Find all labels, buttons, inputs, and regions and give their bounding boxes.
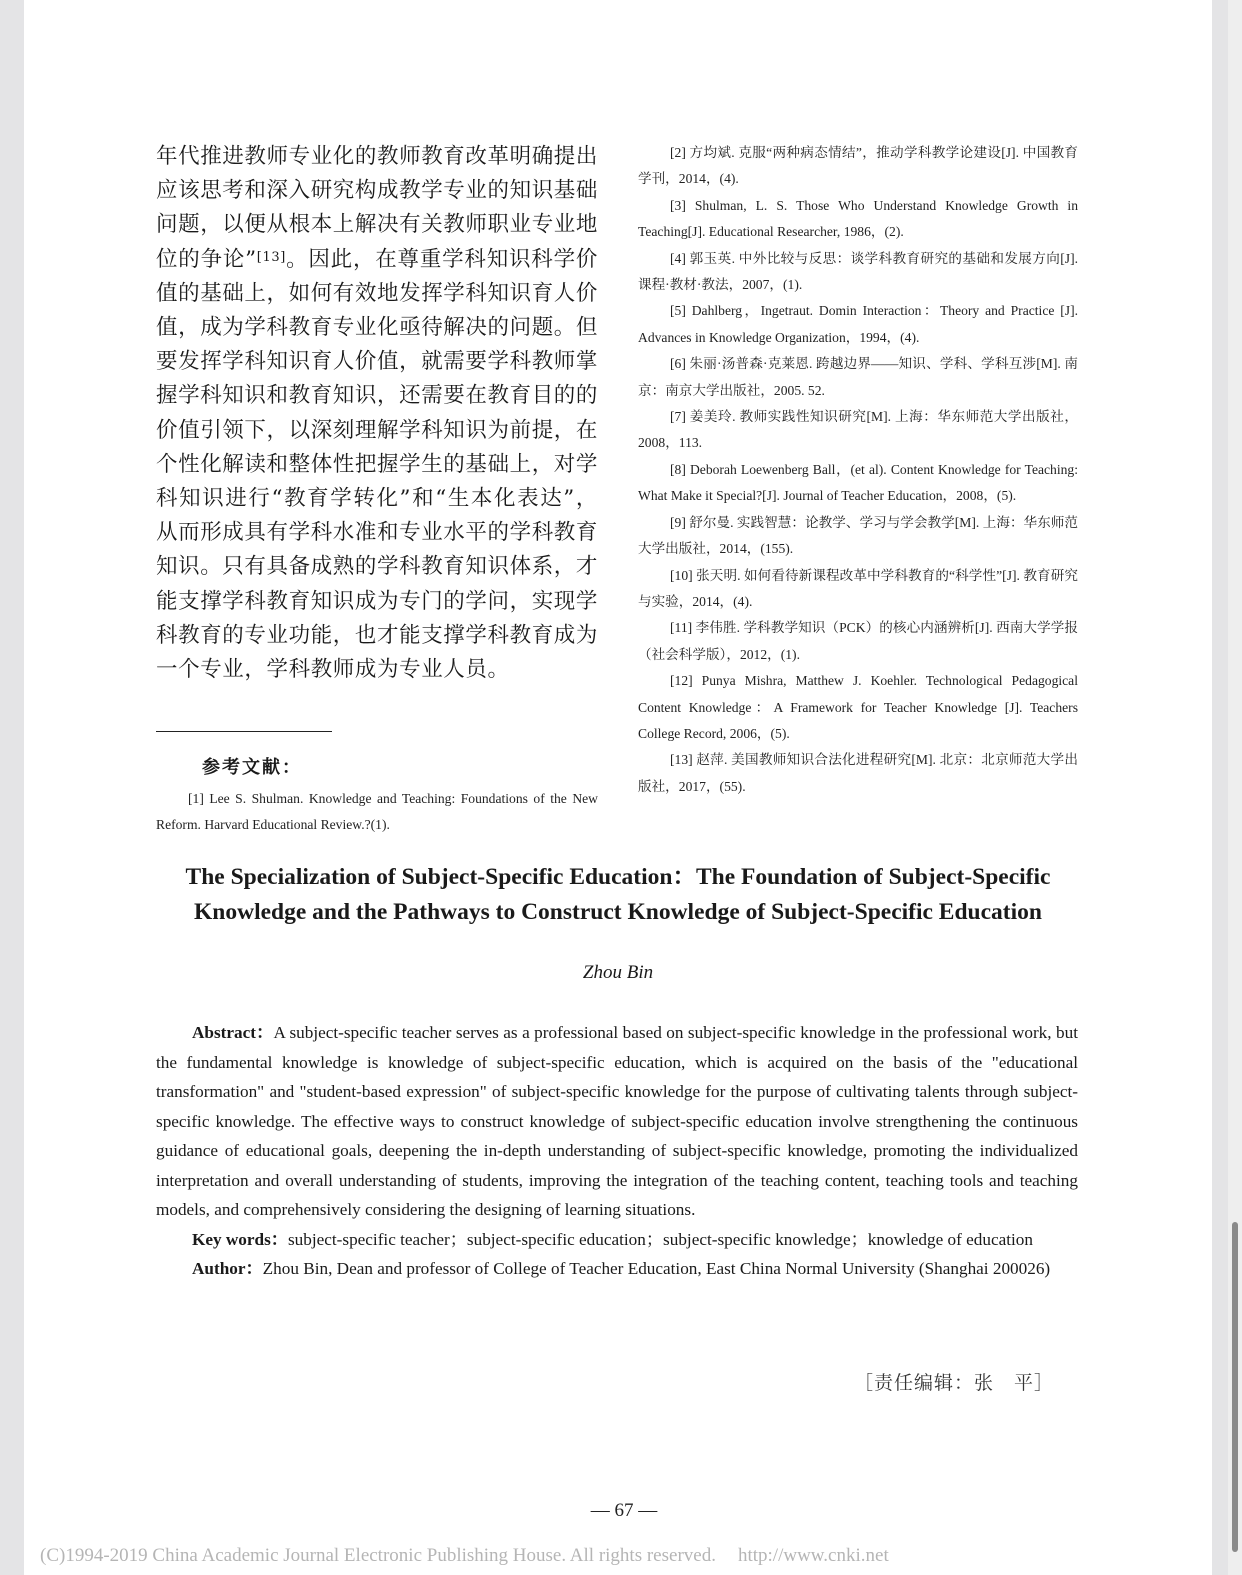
author-paragraph: [156, 1254, 1078, 1284]
keywords-paragraph: [156, 1225, 1078, 1255]
english-author: Zhou Bin: [582, 962, 654, 983]
reference-item: [10] 张天明. 如何看待新课程改革中学科教育的“科学性”[J]. 教育研究与实验，2014，(4).: [638, 567, 1078, 609]
vertical-scrollbar[interactable]: [1228, 0, 1242, 1575]
references-right-column: [638, 140, 1078, 800]
reference-item: [8] Deborah Loewenberg Ball，(et al). Content Knowledge for Teaching: What Make it Special?[J]. Journal of Teacher Education，2008，(5).: [638, 461, 1078, 504]
reference-item: [6] 朱丽·汤普森·克莱恩. 跨越边界——知识、学科、学科互涉[M]. 南京：南京大学出版社，2005. 52.: [638, 356, 1078, 398]
reference-item: [2] 方均斌. 克服“两种病态情结”，推动学科教学论建设[J]. 中国教育学刊，2014，(4).: [638, 145, 1078, 187]
reference-item: [13] 赵萍. 美国教师知识合法化进程研究[M]. 北京：北京师范大学出版社，2017，(55).: [638, 752, 1078, 794]
citation-marker[interactable]: [13]: [256, 249, 286, 265]
abstract-label: Abstract：: [192, 1023, 274, 1042]
reference-item: [1] Lee S. Shulman. Knowledge and Teaching: Foundations of the New Reform. Harvard Educational Review.?(1).: [156, 791, 598, 833]
document-page: [24, 0, 1212, 1575]
keywords-text: subject-specific teacher；subject-specific education；subject-specific knowledge；knowledge of education: [287, 1229, 1033, 1249]
references-heading: 参考文献：: [202, 757, 302, 778]
references-divider: [156, 731, 332, 732]
editor-note: ［责任编辑：张 平］: [853, 1372, 1054, 1394]
author-text: Zhou Bin, Dean and professor of College of Teacher Education, East China Normal University (Shanghai 200026): [262, 1259, 1051, 1278]
abstract-paragraph: [156, 1018, 1078, 1225]
keywords-label: Key words：: [192, 1229, 288, 1249]
copyright-footer: [40, 1545, 1190, 1567]
page-number: — 67 —: [590, 1500, 658, 1521]
abstract-text: A subject-specific teacher serves as a professional based on subject-specific knowledge in the professional work, but the fundamental knowledge is knowledge of subject-specific education, which is acquired on the basis of the "educational transformation" and "student-based expression" of subject-specific knowledge for the purpose of cultivating talents through subject-specific knowledge. The effective ways to construct knowledge of subject-specific education involve strengthening the continuous guidance of educational goals, deepening the in-depth understanding of subject-specific knowledge, promoting the individualized interpretation and overall understanding of students, improving the integration of the teaching content, teaching tools and teaching models, and comprehensively considering the designing of learning situations.: [156, 1023, 1078, 1219]
footer-url-link[interactable]: http://www.cnki.net: [737, 1545, 889, 1566]
references-left-column: [156, 786, 598, 839]
reference-item: [7] 姜美玲. 教师实践性知识研究[M]. 上海：华东师范大学出版社，2008，113.: [638, 409, 1078, 451]
body-text-part-2: 。因此，在尊重学科知识科学价值的基础上，如何有效地发挥学科知识育人价值，成为学科教育专业化亟待解决的问题。但要发挥学科知识育人价值，就需要学科教师掌握学科知识和教育知识，还需要在教育目的的价值引领下，以深刻理解学科知识为前提，在个性化解读和整体性把握学生的基础上，对学科知识进行“教育学转化”和“生本化表达”，从而形成具有学科水准和专业水平的学科教育知识。只有具备成熟的学科教育知识体系，才能支撑学科教育知识成为专门的学问，实现学科教育的专业功能，也才能支撑学科教育成为一个专业，学科教师成为专业人员。: [156, 246, 599, 683]
scrollbar-thumb[interactable]: [1232, 1222, 1238, 1552]
reference-item: [12] Punya Mishra, Matthew J. Koehler. Technological Pedagogical Content Knowledge：A Framework for Teacher Knowledge [J]. Teachers College Record, 2006，(5).: [638, 673, 1078, 741]
english-title: The Specialization of Subject-Specific Education：The Foundation of Subject-Specific Knowledge and the Pathways to Construct Knowledge of Subject-Specific Education: [185, 864, 1051, 925]
body-text-part-1: 年代推进教师专业化的教师教育改革明确提出应该思考和深入研究构成教学专业的知识基础问题，以便从根本上解决有关教师职业专业地位的争论”: [156, 144, 599, 272]
reference-item: [3] Shulman, L. S. Those Who Understand Knowledge Growth in Teaching[J]. Educational Researcher, 1986，(2).: [638, 197, 1078, 240]
reference-item: [5] Dahlberg，Ingetraut. Domin Interaction：Theory and Practice [J]. Advances in Knowledge Organization，1994，(4).: [638, 303, 1078, 345]
english-abstract-block: [156, 1018, 1078, 1284]
copyright-text: (C)1994-2019 China Academic Journal Electronic Publishing House. All rights reserved.: [40, 1545, 716, 1566]
reference-item: [9] 舒尔曼. 实践智慧：论教学、学习与学会教学[M]. 上海：华东师范大学出版社，2014，(155).: [638, 514, 1078, 557]
reference-item: [4] 郭玉英. 中外比较与反思：谈学科教育研究的基础和发展方向[J]. 课程·教材·教法，2007，(1).: [638, 250, 1078, 293]
reference-item: [11] 李伟胜. 学科教学知识（PCK）的核心内涵辨析[J]. 西南大学学报（社会科学版），2012，(1).: [638, 620, 1078, 662]
body-text-column: [156, 140, 598, 687]
body-paragraph: [156, 140, 598, 687]
author-label: Author：: [192, 1259, 263, 1278]
